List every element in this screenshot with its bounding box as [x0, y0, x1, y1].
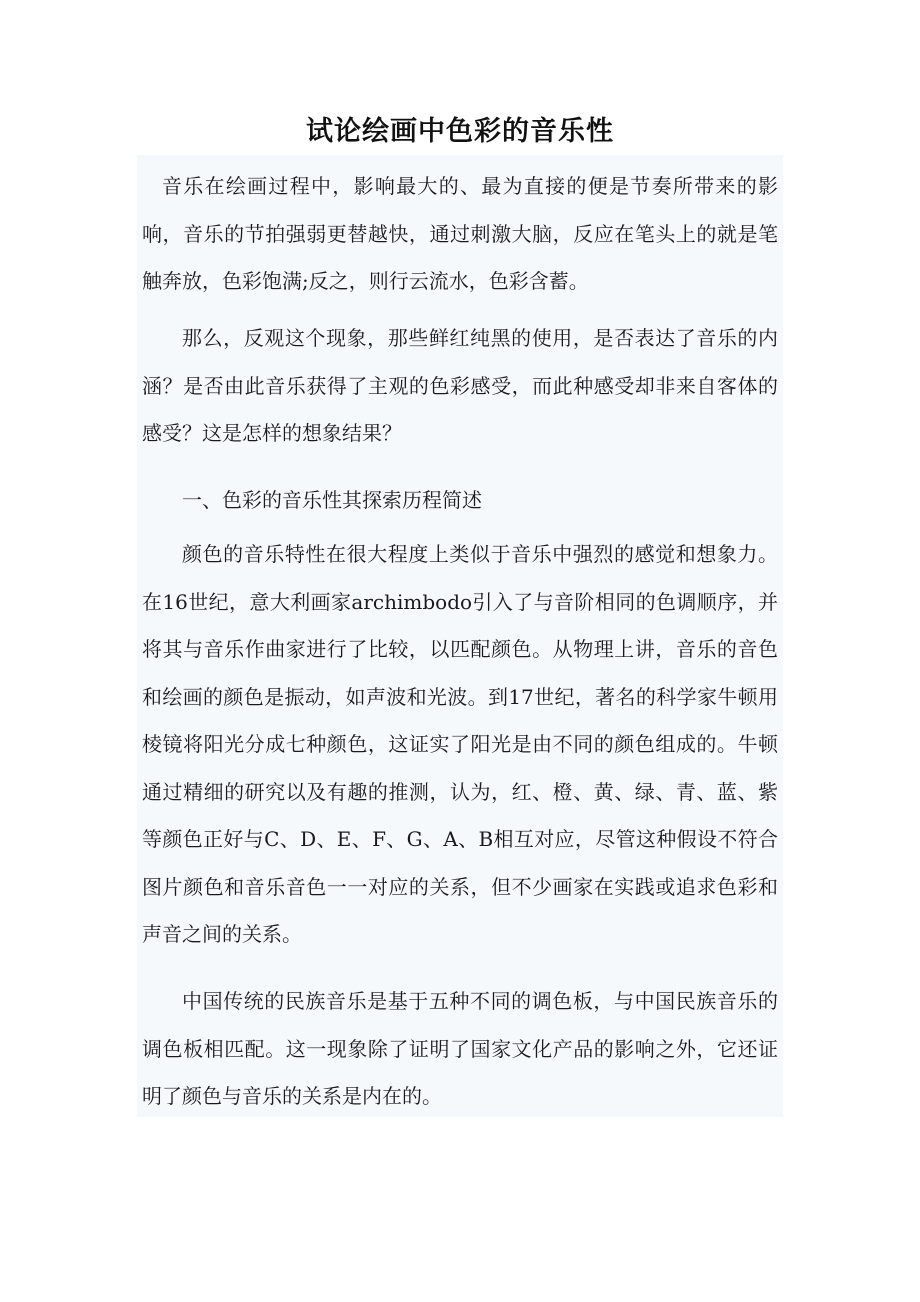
- section-heading: 一、色彩的音乐性其探索历程简述: [182, 488, 482, 512]
- paragraph-history: 颜色的音乐特性在很大程度上类似于音乐中强烈的感觉和想象力。在16世纪，意大利画家archimbodo引入了与音阶相同的色调顺序，并将其与音乐作曲家进行了比较，以匹配颜色。从物理上讲，音乐的音色和绘画的颜色是振动，如声波和光波。到17世纪，著名的科学家牛顿用棱镜将阳光分成七种颜色，这证实了阳光是由不同的颜色组成的。牛顿通过精细的研究以及有趣的推测，认为，红、橙、黄、绿、青、蓝、紫等颜色正好与C、D、E、F、G、A、B相互对应，尽管这种假设不符合图片颜色和音乐音色一一对应的关系，但不少画家在实践或追求色彩和声音之间的关系。: [142, 542, 778, 946]
- page-title: 试论绘画中色彩的音乐性: [306, 116, 614, 147]
- paragraph-question: 那么，反观这个现象，那些鲜红纯黑的使用，是否表达了音乐的内涵？是否由此音乐获得了主观的色彩感受，而此种感受却非来自客体的感受？这是怎样的想象结果？: [142, 326, 778, 445]
- paragraph-music-rhythm: 音乐在绘画过程中，影响最大的、最为直接的便是节奏所带来的影响，音乐的节拍强弱更替越快，通过刺激大脑，反应在笔头上的就是笔触奔放，色彩饱满;反之，则行云流水，色彩含蓄。: [142, 174, 778, 293]
- paragraph-chinese-music: 中国传统的民族音乐是基于五种不同的调色板，与中国民族音乐的调色板相匹配。这一现象除了证明了国家文化产品的影响之外，它还证明了颜色与音乐的关系是内在的。: [142, 989, 778, 1108]
